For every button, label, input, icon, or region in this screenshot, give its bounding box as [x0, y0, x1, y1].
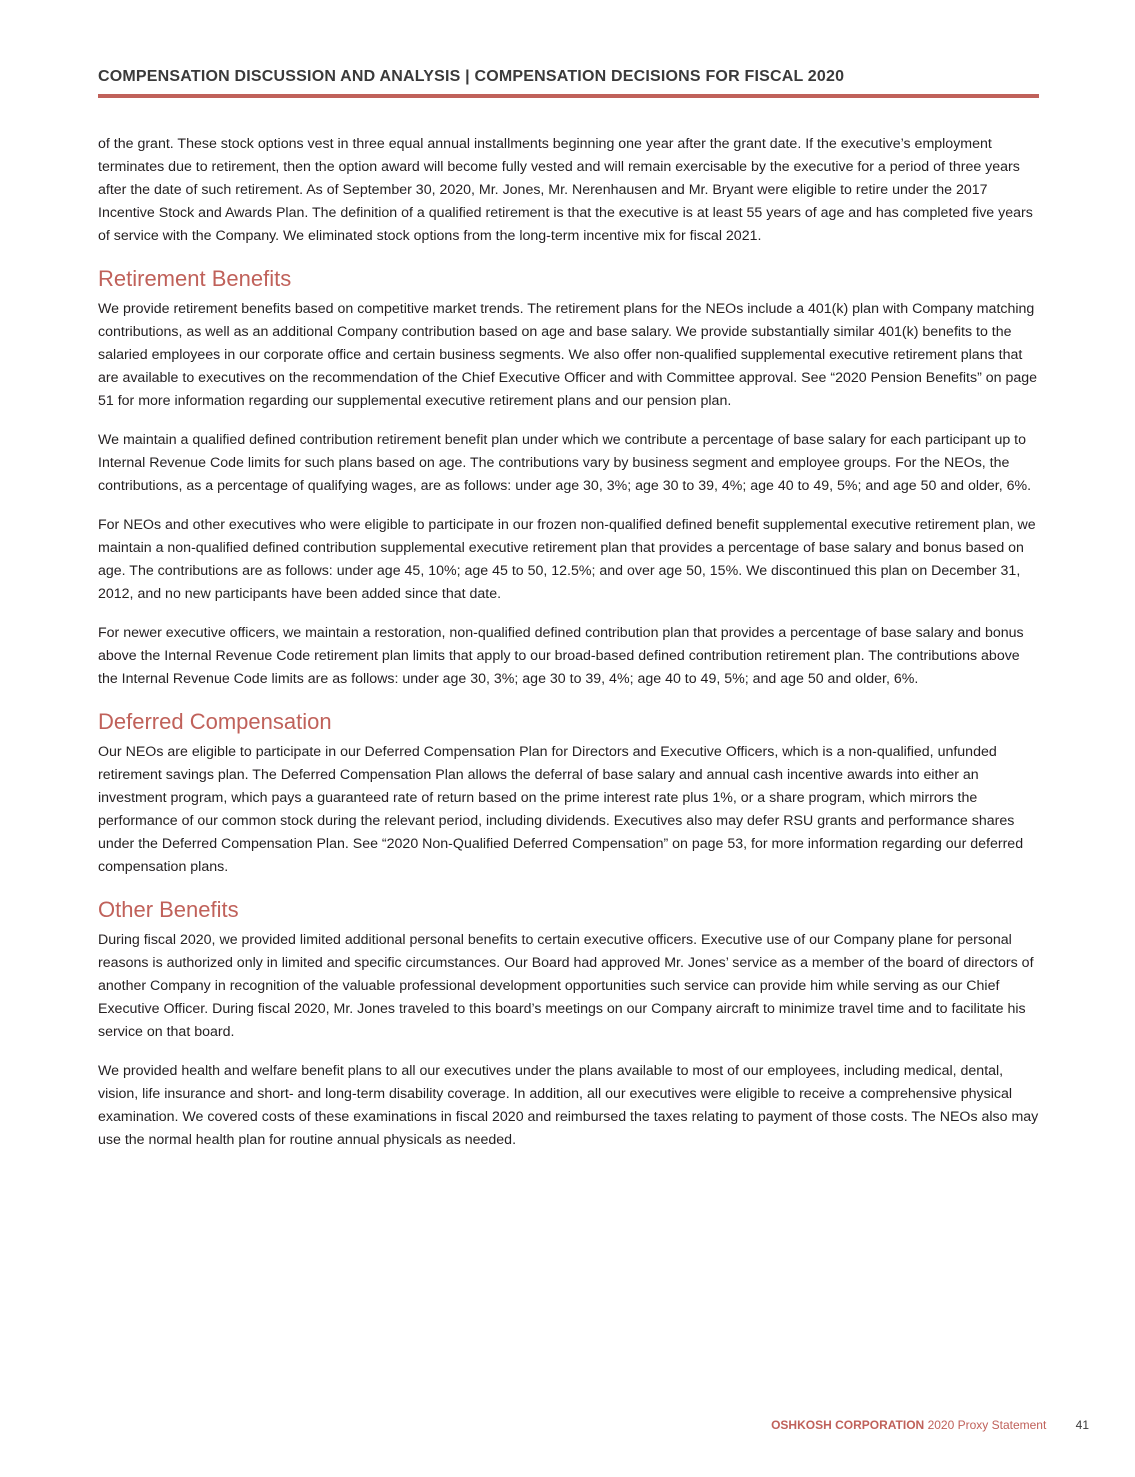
page-footer [700, 1417, 1089, 1433]
retirement-paragraph-2: We maintain a qualified defined contribution retirement benefit plan under which we contribute a percentage of base salary for each participant up to Internal Revenue Code limits for such plans based on age. The contributions vary by business segment and employee groups. For the NEOs, the contributions, as a percentage of qualifying wages, are as follows: under age 30, 3%; age 30 to 39, 4%; age 40 to 49, 5%; and age 50 and older, 6%. [98, 432, 1032, 494]
other-benefits-section [98, 897, 1039, 1152]
deferred-compensation-heading: Deferred Compensation [98, 709, 332, 734]
other-benefits-paragraph-1: During fiscal 2020, we provided limited additional personal benefits to certain executive officers. Executive use of our Company plane for personal reasons is authorized only in limited and specific circumstances. Our Board had approved Mr. Jones’ service as a member of the board of directors of another Company in recognition of the valuable professional development opportunities such service can provide him while serving as our Chief Executive Officer. During fiscal 2020, Mr. Jones traveled to this board’s meetings on our Company aircraft to minimize travel time and to facilitate his service on that board. [98, 932, 1034, 1040]
retirement-benefits-heading: Retirement Benefits [98, 266, 292, 291]
other-benefits-heading: Other Benefits [98, 897, 239, 922]
header-divider [98, 94, 1039, 98]
footer-company-name: OSHKOSH CORPORATION [771, 1418, 925, 1432]
retirement-benefits-section [98, 266, 1039, 691]
intro-paragraph: of the grant. These stock options vest in three equal annual installments beginning one year after the grant date. If the executive’s employment terminates due to retirement, then the option award will become fully vested and will remain exercisable by the executive for a period of three years after the date of such retirement. As of September 30, 2020, Mr. Jones, Mr. Nerenhausen and Mr. Bryant were eligible to retire under the 2017 Incentive Stock and Awards Plan. The definition of a qualified retirement is that the executive is at least 55 years of age and has completed five years of service with the Company. We eliminated stock options from the long-term incentive mix for fiscal 2021. [98, 136, 1033, 244]
deferred-compensation-section [98, 709, 1039, 879]
retirement-paragraph-4: For newer executive officers, we maintain a restoration, non-qualified defined contribution plan that provides a percentage of base salary and bonus above the Internal Revenue Code retirement plan limits that apply to our broad-based defined contribution retirement plan. The contributions above the Internal Revenue Code limits are as follows: under age 30, 3%; age 30 to 39, 4%; age 40 to 49, 5%; and age 50 and older, 6%. [98, 625, 1024, 687]
deferred-paragraph-1: Our NEOs are eligible to participate in our Deferred Compensation Plan for Directors and Executive Officers, which is a non-qualified, unfunded retirement savings plan. The Deferred Compensation Plan allows the deferral of base salary and annual cash incentive awards into either an investment program, which pays a guaranteed rate of return based on the prime interest rate plus 1%, or a share program, which mirrors the performance of our common stock during the relevant period, including dividends. Executives also may defer RSU grants and performance shares under the Deferred Compensation Plan. See “2020 Non-Qualified Deferred Compensation” on page 53, for more information regarding our deferred compensation plans. [98, 744, 1024, 875]
page-header [98, 66, 1039, 98]
retirement-paragraph-3: For NEOs and other executives who were eligible to participate in our frozen non-qualified defined benefit supplemental executive retirement plan, we maintain a non-qualified defined contribution supplemental executive retirement plan that provides a percentage of base salary and bonus based on age. The contributions are as follows: under age 45, 10%; age 45 to 50, 12.5%; and over age 50, 15%. We discontinued this plan on December 31, 2012, and no new participants have been added since that date. [98, 517, 1036, 602]
footer-document-title: 2020 Proxy Statement [927, 1418, 1047, 1432]
page-content [98, 133, 1039, 1168]
section-header-title: COMPENSATION DISCUSSION AND ANALYSIS | COMPENSATION DECISIONS FOR FISCAL 2020 [98, 68, 845, 85]
other-benefits-paragraph-2: We provided health and welfare benefit plans to all our executives under the plans available to most of our employees, including medical, dental, vision, life insurance and short- and long-term disability coverage. In addition, all our executives were eligible to receive a comprehensive physical examination. We covered costs of these examinations in fiscal 2020 and reimbursed the taxes relating to payment of those costs. The NEOs also may use the normal health plan for routine annual physicals as needed. [98, 1063, 1039, 1148]
retirement-paragraph-1: We provide retirement benefits based on competitive market trends. The retirement plans for the NEOs include a 401(k) plan with Company matching contributions, as well as an additional Company contribution based on age and base salary. We provide substantially similar 401(k) benefits to the salaried employees in our corporate office and certain business segments. We also offer non-qualified supplemental executive retirement plans that are available to executives on the recommendation of the Chief Executive Officer and with Committee approval. See “2020 Pension Benefits” on page 51 for more information regarding our supplemental executive retirement plans and our pension plan. [98, 301, 1038, 409]
page-number: 41 [1075, 1418, 1089, 1432]
